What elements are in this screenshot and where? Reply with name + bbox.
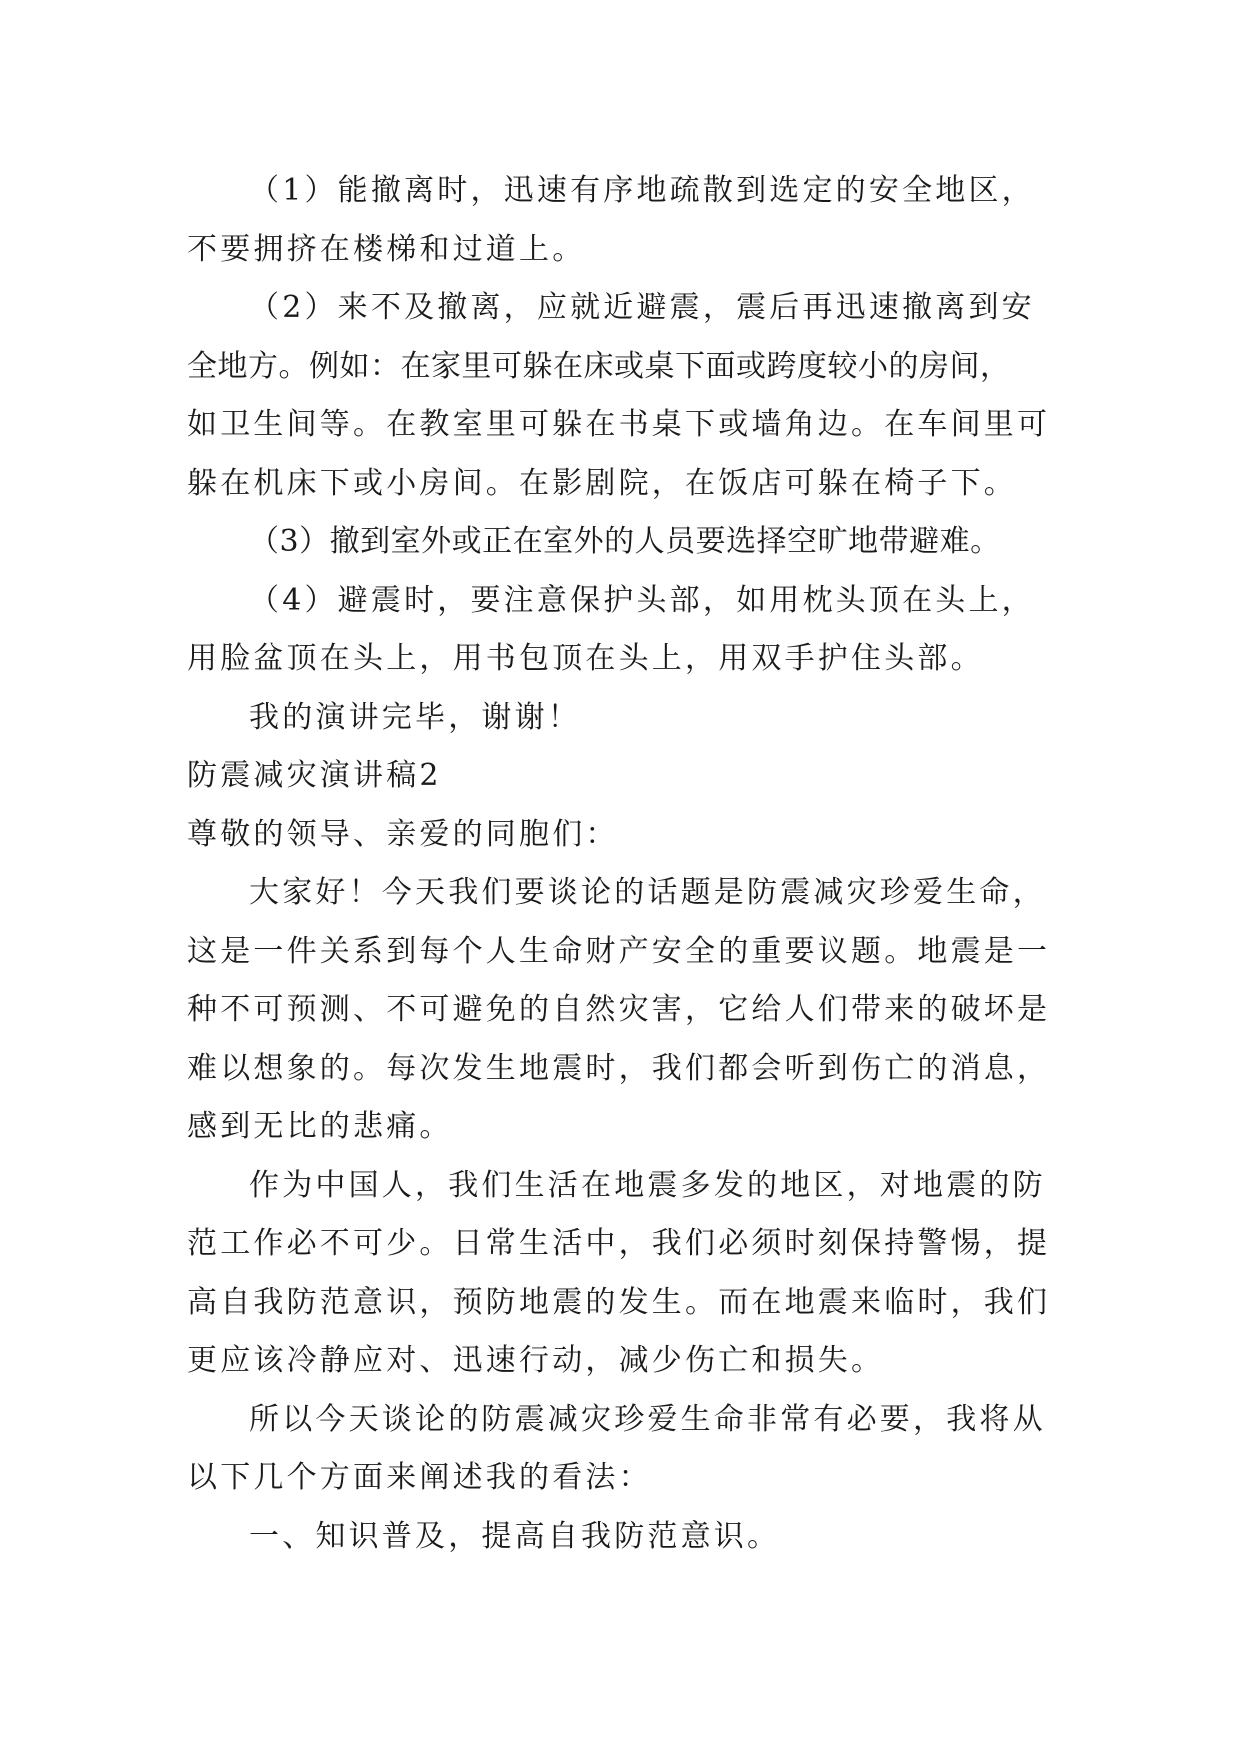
- paragraph-line: 所以今天谈论的防震减灾珍爱生命非常有必要，我将从: [249, 1401, 1046, 1437]
- paragraph-line: 作为中国人，我们生活在地震多发的地区，对地震的防: [249, 1167, 1046, 1203]
- salutation: 尊敬的领导、亲爱的同胞们：: [187, 816, 619, 852]
- paragraph-line: 如卫生间等。在教室里可躲在书桌下或墙角边。在车间里可: [187, 407, 1051, 442]
- paragraph-line: （2）来不及撤离，应就近避震，震后再迅速撤离到安: [249, 290, 1035, 325]
- paragraph-line: 大家好！今天我们要谈论的话题是防震减灾珍爱生命，: [249, 875, 1046, 910]
- paragraph-line: 以下几个方面来阐述我的看法：: [187, 1460, 652, 1495]
- paragraph-line: （3）撤到室外或正在室外的人员要选择空旷地带避难。: [249, 524, 1001, 559]
- paragraph-line: （4）避震时，要注意保护头部，如用枕头顶在头上，: [249, 582, 1035, 618]
- paragraph-line: 感到无比的悲痛。: [187, 1109, 453, 1144]
- paragraph-line: （1）能撤离时，迅速有序地疏散到选定的安全地区，: [249, 173, 1035, 208]
- paragraph-line: 这是一件关系到每个人生命财产安全的重要议题。地震是一: [187, 933, 1051, 969]
- paragraph-line: 全地方。例如：在家里可躲在床或桌下面或跨度较小的房间，: [187, 348, 1011, 384]
- paragraph-line: 一、知识普及，提高自我防范意识。: [249, 1518, 781, 1554]
- paragraph-line: 躲在机床下或小房间。在影剧院，在饭店可躲在椅子下。: [187, 465, 1017, 501]
- paragraph-line: 难以想象的。每次发生地震时，我们都会听到伤亡的消息，: [187, 1050, 1051, 1086]
- paragraph-line: 更应该冷静应对、迅速行动，减少伤亡和损失。: [187, 1343, 885, 1378]
- paragraph-line: 范工作必不可少。日常生活中，我们必须时刻保持警惕，提: [187, 1226, 1051, 1261]
- section-heading: 防震减灾演讲稿2: [187, 758, 442, 793]
- paragraph-line: 不要拥挤在楼梯和过道上。: [187, 231, 586, 267]
- paragraph-line: 高自我防范意识，预防地震的发生。而在地震来临时，我们: [187, 1284, 1051, 1320]
- paragraph-line: 种不可预测、不可避免的自然灾害，它给人们带来的破坏是: [187, 992, 1051, 1027]
- paragraph-line: 我的演讲完毕，谢谢！: [249, 699, 581, 735]
- document-body: [187, 162, 1057, 1566]
- paragraph-line: 用脸盆顶在头上，用书包顶在头上，用双手护住头部。: [187, 641, 984, 676]
